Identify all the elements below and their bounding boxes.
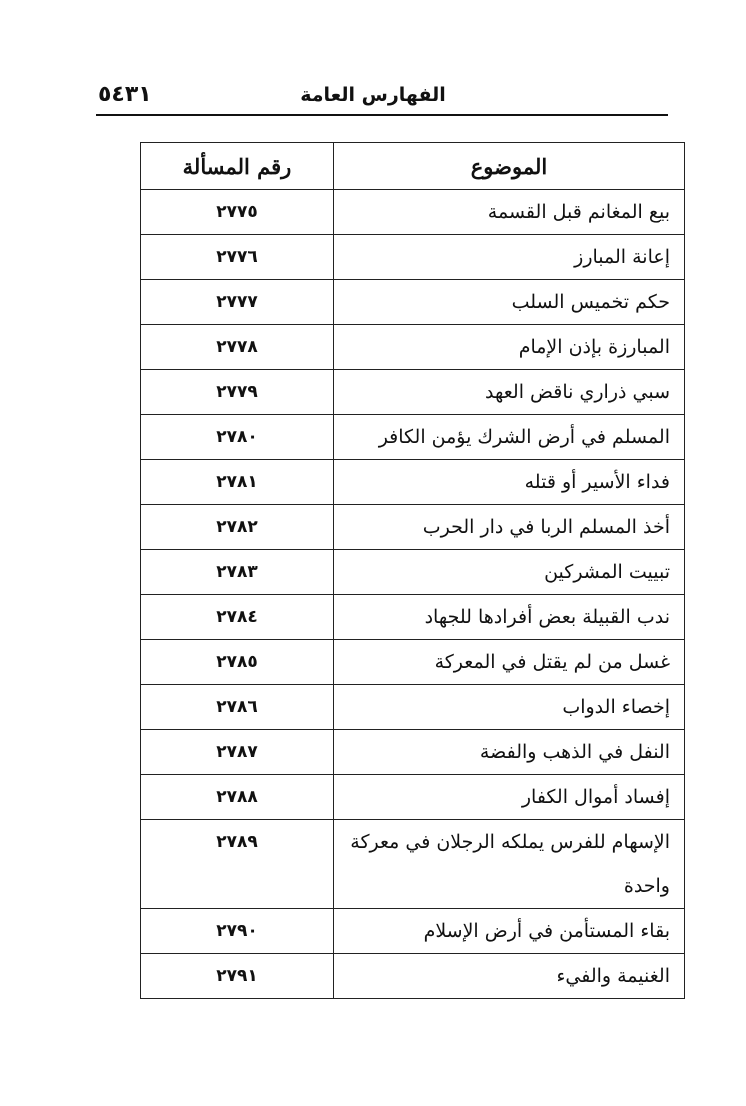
row-topic: بيع المغانم قبل القسمة bbox=[334, 190, 685, 235]
row-topic: بقاء المستأمن في أرض الإسلام bbox=[334, 909, 685, 954]
row-topic: سبي ذراري ناقض العهد bbox=[334, 370, 685, 415]
header-rule bbox=[96, 114, 668, 116]
row-topic: المبارزة بإذن الإمام bbox=[334, 325, 685, 370]
table-row bbox=[141, 235, 685, 280]
row-topic: النفل في الذهب والفضة bbox=[334, 730, 685, 775]
row-number: ٢٧٨٥ bbox=[141, 640, 334, 685]
row-number: ٢٧٨٠ bbox=[141, 415, 334, 460]
row-number: ٢٧٧٩ bbox=[141, 370, 334, 415]
table-row bbox=[141, 730, 685, 775]
table-row bbox=[141, 460, 685, 505]
row-number: ٢٧٧٥ bbox=[141, 190, 334, 235]
table-row bbox=[141, 325, 685, 370]
table-row bbox=[141, 775, 685, 820]
row-topic: إفساد أموال الكفار bbox=[334, 775, 685, 820]
row-number: ٢٧٨٧ bbox=[141, 730, 334, 775]
row-number: ٢٧٨١ bbox=[141, 460, 334, 505]
row-number: ٢٧٧٨ bbox=[141, 325, 334, 370]
column-header-number: رقم المسألة bbox=[141, 143, 334, 190]
row-topic: الغنيمة والفيء bbox=[334, 954, 685, 999]
table-row bbox=[141, 640, 685, 685]
table-row bbox=[141, 505, 685, 550]
row-number: ٢٧٨٤ bbox=[141, 595, 334, 640]
column-header-topic: الموضوع bbox=[334, 143, 685, 190]
row-number: ٢٧٨٢ bbox=[141, 505, 334, 550]
row-number: ٢٧٨٩ bbox=[141, 820, 334, 909]
table-row bbox=[141, 550, 685, 595]
table-row bbox=[141, 685, 685, 730]
row-topic: أخذ المسلم الربا في دار الحرب bbox=[334, 505, 685, 550]
table-row bbox=[141, 190, 685, 235]
row-number: ٢٧٩٠ bbox=[141, 909, 334, 954]
index-table bbox=[140, 142, 685, 999]
row-number: ٢٧٨٣ bbox=[141, 550, 334, 595]
table-row bbox=[141, 820, 685, 909]
row-number: ٢٧٨٨ bbox=[141, 775, 334, 820]
running-header-title: الفهارس العامة bbox=[300, 84, 446, 106]
table-row bbox=[141, 415, 685, 460]
page-number: ٥٤٣١ bbox=[98, 82, 152, 107]
row-topic: إعانة المبارز bbox=[334, 235, 685, 280]
table-row bbox=[141, 370, 685, 415]
table-row bbox=[141, 280, 685, 325]
row-topic: فداء الأسير أو قتله bbox=[334, 460, 685, 505]
row-topic: إخصاء الدواب bbox=[334, 685, 685, 730]
row-topic: الإسهام للفرس يملكه الرجلان في معركة واحدة bbox=[334, 820, 685, 909]
row-number: ٢٧٧٦ bbox=[141, 235, 334, 280]
table-header-row bbox=[141, 143, 685, 190]
row-number: ٢٧٩١ bbox=[141, 954, 334, 999]
table-row bbox=[141, 954, 685, 999]
row-number: ٢٧٧٧ bbox=[141, 280, 334, 325]
row-topic: تبييت المشركين bbox=[334, 550, 685, 595]
row-topic: حكم تخميس السلب bbox=[334, 280, 685, 325]
table-row bbox=[141, 595, 685, 640]
row-topic: ندب القبيلة بعض أفرادها للجهاد bbox=[334, 595, 685, 640]
row-topic: المسلم في أرض الشرك يؤمن الكافر bbox=[334, 415, 685, 460]
row-topic: غسل من لم يقتل في المعركة bbox=[334, 640, 685, 685]
row-number: ٢٧٨٦ bbox=[141, 685, 334, 730]
table-row bbox=[141, 909, 685, 954]
